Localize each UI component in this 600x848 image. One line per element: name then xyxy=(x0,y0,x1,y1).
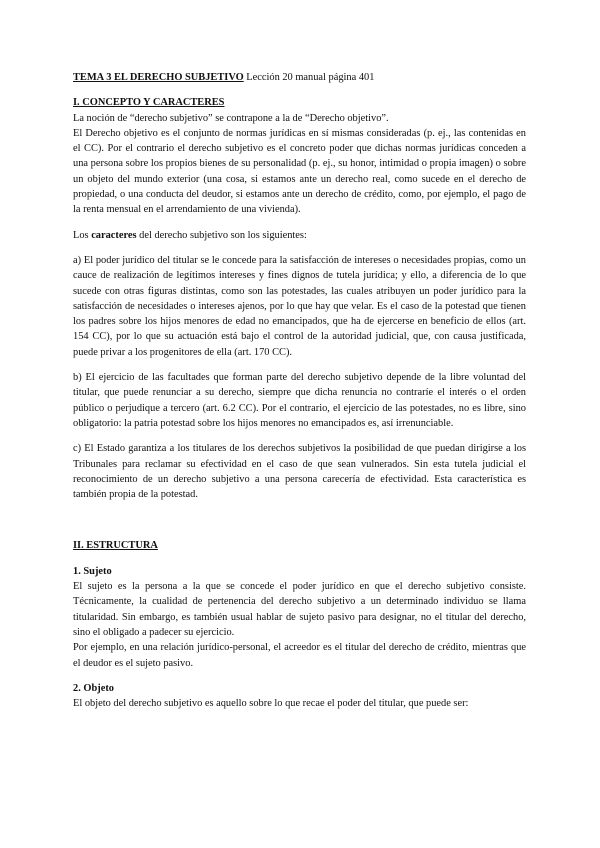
caracter-a: a) El poder jurídico del titular se le concede para la satisfacción de intereses o necesidades propias, como un cauce de realización de legítimos intereses y fines dignos de tutela jurídica; y ello, a diferencia de lo que sucede con otras figuras distintas, como son las potestades, las cuales atribuyen un poder jurídico para la satisfacción de necesidades o intereses ajenos, por lo que hay que velar. Es el caso de la potestad que tienen los padres sobre los hijos menores de edad no emancipados, que ha de ejercerse en beneficio de ellos (art. 154 CC), por lo que su actuación está bajo el control de la autoridad judicial, que, con causa justificada, puede privar a los progenitores de ella (art. 170 CC). xyxy=(73,254,526,358)
manual-reference: Lección 20 manual página 401 xyxy=(243,72,375,83)
document-title-line xyxy=(73,70,526,85)
objeto-paragraph-1: El objeto del derecho subjetivo es aquello sobre lo que recae el poder del titular, que puede ser: xyxy=(73,698,469,710)
caracteres-bold: caracteres xyxy=(91,229,137,241)
subheading-sujeto: 1. Sujeto xyxy=(73,565,112,577)
caracter-b: b) El ejercicio de las facultades que forman parte del derecho subjetivo depende de la libre voluntad del titular, que puede renunciar a su derecho, siempre que dicha renuncia no contraríe el interés o el orden público o perjudique a tercero (art. 6.2 CC). Por el contrario, el ejercicio de las potestades, no es libre, sino obligatorio: la patria potestad sobre los hijos menores no emancipados es, así irrenunciable. xyxy=(73,372,526,429)
caracter-c: c) El Estado garantiza a los titulares de los derechos subjetivos la posibilidad de que puedan dirigirse a los Tribunales para reclamar su efectividad en el caso de que sean vulnerados. Sin esta tutela judicial el reconocimiento de un derecho subjetivo a una persona carecería de efectividad. Esta característica es también propia de la potestad. xyxy=(73,443,526,501)
section-heading-concepto: I. CONCEPTO Y CARACTERES xyxy=(73,97,225,109)
caracteres-intro: Los caracteres del derecho subjetivo son los siguientes: xyxy=(73,229,307,241)
sujeto-paragraph-1: El sujeto es la persona a la que se concede el poder jurídico en que el derecho subjetivo consiste. Técnicamente, la cualidad de pertenencia del derecho subjetivo a un determinado individuo se llama titularidad. Sin embargo, es también usual hablar de sujeto pasivo para designar, no el titular del derecho, sino el obligado a padecer su ejercicio. xyxy=(73,581,526,638)
subheading-objeto: 2. Objeto xyxy=(73,682,114,694)
section-heading-estructura: II. ESTRUCTURA xyxy=(73,540,158,552)
paragraph-derecho-objetivo: El Derecho objetivo es el conjunto de normas jurídicas en sí mismas consideradas (p. ej., las contenidas en el CC). Por el contrario el derecho subjetivo es el concreto poder que dichas normas jurídicas conceden a una persona sobre los propios bienes de su personalidad (p. ej., su honor, intimidad o propia imagen) o sobre un objeto del mundo exterior (una cosa, si estamos ante un derecho real, como sucede en el derecho de propiedad, o una conducta del deudor, si estamos ante un derecho de crédito, como, por ejemplo, el pago de la renta mensual en el arrendamiento de una vivienda). xyxy=(73,127,526,216)
document-title: TEMA 3 EL DERECHO SUBJETIVO xyxy=(73,72,244,83)
sujeto-paragraph-2: Por ejemplo, en una relación jurídico-personal, el acreedor es el titular del derecho de crédito, mientras que el deudor es el sujeto pasivo. xyxy=(73,642,526,669)
intro-paragraph: La noción de “derecho subjetivo” se contrapone a la de “Derecho objetivo”. xyxy=(73,112,389,124)
